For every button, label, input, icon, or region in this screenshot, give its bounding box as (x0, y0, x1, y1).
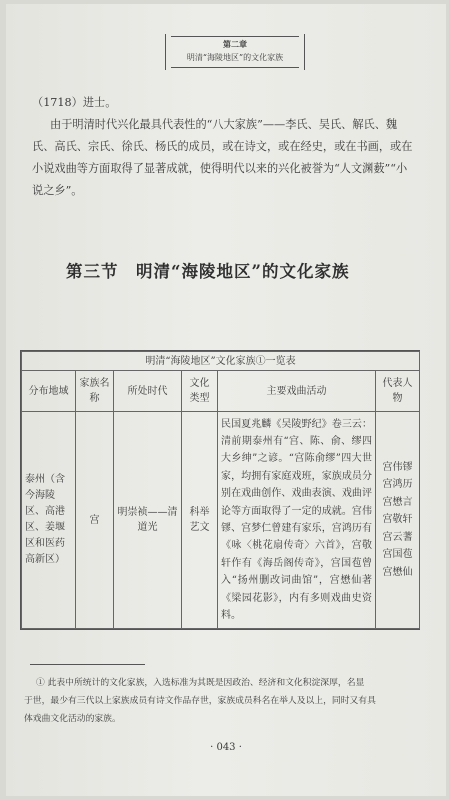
footnote-line: 体戏曲文化活动的家族。 (24, 714, 121, 724)
table-header-row (22, 371, 420, 412)
representative-name: 宫国苞 (382, 549, 413, 561)
representative-name: 宫懋言 (382, 496, 413, 508)
header-region: 分布地域 (22, 371, 76, 412)
cell-representatives (376, 412, 420, 629)
chapter-title: 明清“海陵地区”的文化家族 (186, 53, 284, 62)
table-caption: 明清“海陵地区”文化家族①一览表 (22, 352, 420, 371)
book-page (6, 4, 446, 796)
header-representatives: 代表人物 (376, 371, 420, 412)
cell-era: 明崇祯——清道光 (114, 412, 182, 629)
body-line: （1718）进士。 (32, 96, 117, 109)
running-head-rule-left (165, 34, 166, 70)
section-title: 第三节 明清“海陵地区”的文化家族 (66, 262, 350, 281)
footnote-rule (30, 664, 145, 665)
header-activity: 主要戏曲活动 (218, 371, 376, 412)
running-head-rule-right (304, 34, 305, 70)
header-culture: 文化类型 (182, 371, 218, 412)
cell-region: 泰州（含今海陵区、高港区、姜堰区和医药高新区） (22, 412, 76, 629)
cell-activity: 民国夏兆麟《吴陵野纪》卷三云：清前期泰州有“宫、陈、俞、缪四大乡绅”之谚。“宫陈俞缪”四大世家，均拥有家庭戏班，家族成员分别在戏曲创作、戏曲表演、戏曲评论等方面取得了一定的成就。宫伟镠、宫梦仁曾建有家乐，宫鸿历有《咏〈桃花扇传奇〉六首》，宫敬轩作有《海岳阁传奇》，宫国苞曾入“扬州删改词曲馆”，宫懋仙著《梁园花影》，内有多则戏曲史资料。 (218, 412, 376, 629)
header-era: 所处时代 (114, 371, 182, 412)
representative-name: 宫云蓍 (382, 531, 413, 543)
running-head (171, 36, 299, 68)
cell-family: 宫 (76, 412, 114, 629)
representative-name: 宫伟镠 (382, 462, 413, 474)
cell-culture: 科举艺文 (182, 412, 218, 629)
footnote-line: ① 此表中所统计的文化家族，入选标准为其既是因政治、经济和文化积淀深厚，名显 (36, 678, 365, 688)
representative-name: 宫懋仙 (382, 566, 413, 578)
header-family: 家族名称 (76, 371, 114, 412)
footnote-line: 于世，最少有三代以上家族成员有诗文作品存世，家族成员科名在举人及以上，同时又有具 (24, 696, 376, 706)
page-number: · 043 · (210, 742, 242, 753)
representative-name: 宫敬轩 (382, 514, 413, 526)
body-line: 氏、高氏、宗氏、徐氏、杨氏的成员，或在诗文，或在经史，或在书画，或在 (32, 140, 413, 153)
body-line: 小说戏曲等方面取得了显著成就，使得明代以来的兴化被誉为“人文渊薮”“小 (32, 162, 408, 175)
body-line: 由于明清时代兴化最具代表性的“八大家族”——李氏、吴氏、解氏、魏 (50, 118, 398, 131)
family-table (20, 350, 420, 630)
representative-name: 宫鸿历 (382, 479, 413, 491)
body-line: 说之乡”。 (32, 184, 83, 197)
table-row (22, 412, 420, 629)
chapter-label: 第二章 (223, 39, 247, 49)
